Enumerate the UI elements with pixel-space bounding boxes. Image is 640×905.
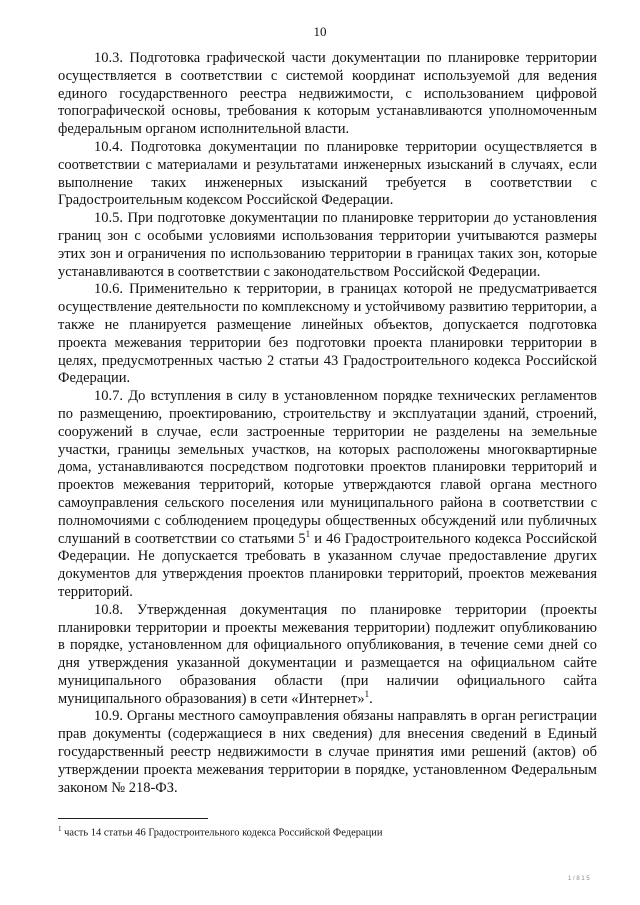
paragraph-10-8-text-before: 10.8. Утвержденная документация по планировке территории (проекты планировки территории и проекты межевания территории) подлежит опубликованию в порядке, установленном для официального опубликования, в течение семи дней со дня утверждения указанной документации и размещается на официальном сайте муниципального образования области (при наличии официального сайта муниципального образования) в сети «Интернет» bbox=[58, 601, 597, 707]
paragraph-10-8 bbox=[58, 602, 597, 709]
footnote-text: часть 14 статьи 46 Градостроительного кодекса Российской Федерации bbox=[61, 827, 383, 839]
footnote-divider bbox=[58, 818, 208, 819]
footnote-reference: 1 bbox=[305, 528, 311, 539]
scan-mark: 1 / 8 1 5 bbox=[568, 876, 590, 882]
footnote-marker: 1 bbox=[58, 825, 62, 833]
paragraph-10-6: 10.6. Применительно к территории, в границах которой не предусматривается осуществление деятельности по комплексному и устойчивому развитию территории, а также не планируется размещение линейных объектов, допускается подготовка проекта межевания территории без подготовки проекта планировки территории в целях, предусмотренных частью 2 статьи 43 Градостроительного кодекса Российской Федерации. bbox=[58, 281, 597, 387]
paragraph-10-5: 10.5. При подготовке документации по планировке территории до установления границ зон с особыми условиями использования территории учитываются размеры этих зон и ограничения по использованию территории в границах таких зон, которые устанавливаются в соответствии с законодательством Российской Федерации. bbox=[58, 210, 597, 280]
footnote bbox=[58, 825, 597, 839]
paragraph-10-7-text-before: 10.7. До вступления в силу в установленном порядке технических регламентов по размещению, проектированию, строительству и эксплуатации зданий, строений, сооружений в случае, если застроенные территории не разделены на земельные участки, границы земельных участков, на которых расположены многоквартирные дома, устанавливаются посредством подготовки проектов планировки территорий и проектов межевания территорий, которые утверждаются главой органа местного самоуправления сельского поселения или муниципального района в соответствии с полномочиями с соблюдением процедуры общественных обсуждений или публичных слушаний в соответствии со статьями 5 bbox=[58, 388, 597, 547]
paragraph-10-9: 10.9. Органы местного самоуправления обязаны направлять в орган регистрации прав документы (содержащиеся в них сведения) для внесения сведений в Единый государственный реестр недвижимости в случае принятия ими решений (актов) об утверждении проекта межевания территории в порядке, установленном Федеральным законом № 218-ФЗ. bbox=[58, 708, 597, 796]
paragraph-10-4: 10.4. Подготовка документации по планировке территории осуществляется в соответствии с материалами и результатами инженерных изысканий в случаях, если выполнение таких инженерных изысканий требуется в соответствии с Градостроительным кодексом Российской Федерации. bbox=[58, 138, 597, 209]
page-number: 10 bbox=[313, 24, 327, 39]
paragraph-10-7 bbox=[58, 388, 597, 602]
footnote-reference: 1 bbox=[364, 688, 370, 699]
paragraph-10-3: 10.3. Подготовка графической части документации по планировке территории осуществляется в соответствии с системой координат используемой для ведения единого государственного реестра недвижимости, с использованием цифровой топографической основы, требования к которым устанавливаются уполномоченным федеральным органом исполнительной власти. bbox=[58, 50, 597, 138]
paragraph-10-8-text-after: . bbox=[369, 690, 373, 707]
paragraph-10-7-text-after: и 46 Градостроительного кодекса Российской Федерации. Не допускается требовать в указанном случае предоставление других документов для утверждения проектов планировки территорий, проектов межевания территорий. bbox=[58, 530, 597, 600]
document-body bbox=[58, 50, 597, 797]
